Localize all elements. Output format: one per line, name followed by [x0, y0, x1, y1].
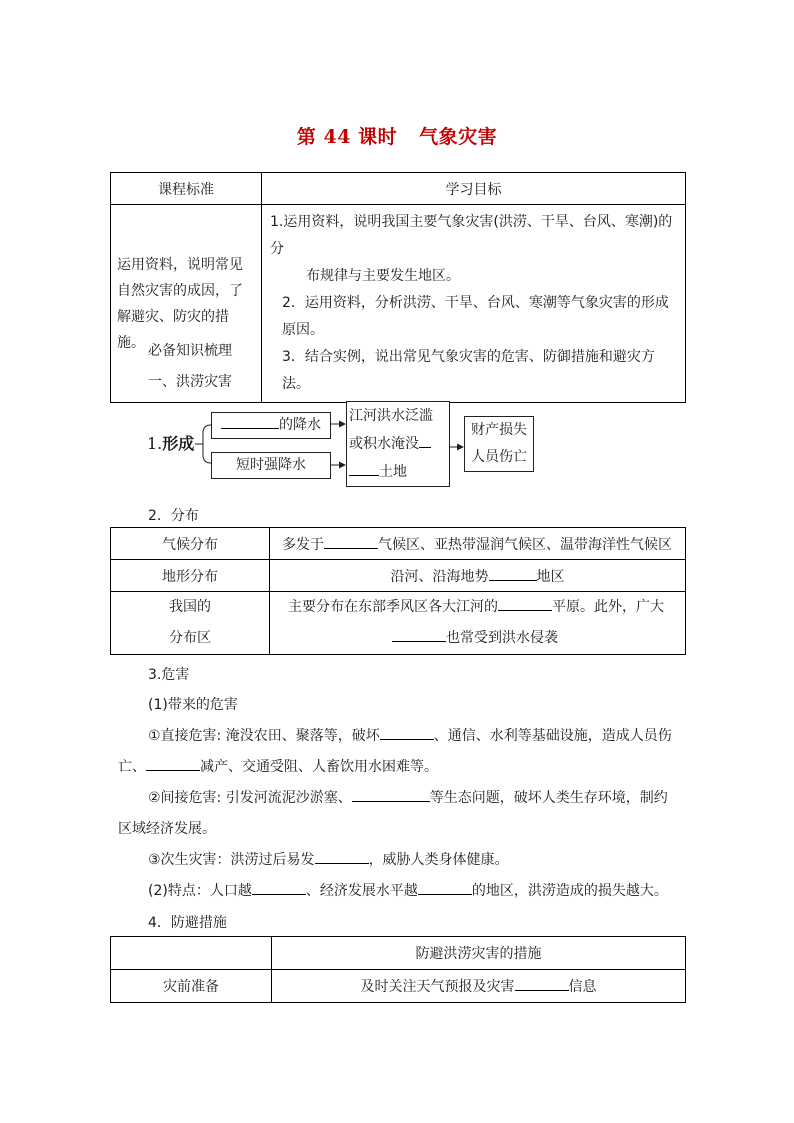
prevention-heading: 4．防避措施	[148, 915, 227, 931]
fill-blank[interactable]	[392, 627, 446, 642]
climate-label: 气候分布	[111, 528, 270, 560]
cause1-text: 的降水	[279, 417, 321, 433]
formation-number: 1.	[147, 434, 163, 453]
cause-heavy-rain-box	[211, 452, 331, 479]
standards-table	[110, 172, 686, 403]
formation-label	[147, 431, 194, 454]
flooding-box	[346, 401, 450, 487]
result-box	[464, 416, 534, 472]
distribution-heading: 2．分布	[148, 508, 199, 524]
prevention-header: 防避洪涝灾害的措施	[272, 937, 686, 970]
fill-blank[interactable]	[515, 976, 569, 991]
china-region-label: 我国的 分布区	[111, 592, 270, 655]
fill-blank[interactable]	[380, 725, 434, 740]
prevention-table	[110, 936, 686, 1003]
direct-harm-line2: 亡、 减产、交通受阻、人畜饮用水困难等。	[118, 756, 438, 776]
result-line: 财产损失	[471, 422, 527, 438]
fill-blank[interactable]	[418, 880, 472, 895]
flood-heading: 一、洪涝灾害	[148, 374, 232, 390]
goal-line: 3．结合实例，说出常见气象灾害的危害、防御措施和避灾方法。	[282, 349, 655, 392]
goal-line: 2．运用资料，分析洪涝、干旱、台风、寒潮等气象灾害的形成原因。	[282, 295, 669, 338]
goals-header: 学习目标	[262, 173, 686, 205]
fill-blank[interactable]	[221, 414, 279, 429]
fill-blank[interactable]	[315, 849, 369, 864]
indirect-harm-line2: 区域经济发展。	[118, 821, 216, 837]
lesson-number: 第 44 课时	[296, 126, 398, 148]
terrain-label: 地形分布	[111, 560, 270, 592]
prevention-corner	[111, 937, 272, 970]
china-region-value: 主要分布在东部季风区各大江河的 平原。此外，广大 也常受到洪水侵袭	[270, 592, 686, 655]
fill-blank[interactable]	[349, 461, 379, 476]
cause-precipitation-box	[211, 412, 331, 439]
climate-value: 多发于 气候区、亚热带湿润气候区、温带海洋性气候区	[270, 528, 686, 560]
standards-line: 运用资料，说明常见	[117, 256, 243, 273]
secondary-harm-line: ③次生灾害：洪涝过后易发 ，威胁人类身体健康。	[148, 849, 509, 869]
goal-line: 布规律与主要发生地区。	[306, 268, 460, 284]
fill-blank[interactable]	[252, 880, 306, 895]
standards-line: 自然灾害的成因，了	[117, 282, 243, 299]
cause2-text: 短时强降水	[236, 457, 306, 473]
fill-blank[interactable]	[352, 787, 430, 802]
goals-content	[262, 205, 686, 403]
standards-header: 课程标准	[111, 173, 262, 205]
goal-line: 1.运用资料，说明我国主要气象灾害(洪涝、干旱、台风、寒潮)的分	[270, 214, 673, 257]
lesson-topic: 气象灾害	[419, 126, 498, 148]
fill-blank[interactable]	[324, 534, 378, 549]
standards-line: 解避灾、防灾的措施。	[117, 308, 229, 351]
section-heading: 必备知识梳理	[148, 343, 232, 359]
terrain-value: 沿河、沿海地势 地区	[270, 560, 686, 592]
pre-disaster-value: 及时关注天气预报及灾害 信息	[272, 970, 686, 1003]
feature-line: (2)特点：人口越 、经济发展水平越 的地区，洪涝造成的损失越大。	[148, 880, 668, 900]
direct-harm-line: ①直接危害: 淹没农田、聚落等，破坏 、通信、水利等基础设施，造成人员伤	[148, 725, 672, 745]
harm-subheading: (1)带来的危害	[148, 697, 238, 713]
mid-line: 江河洪水泛滥	[349, 408, 433, 424]
indirect-harm-line: ②间接危害: 引发河流泥沙淤塞、 等生态问题，破坏人类生存环境，制约	[148, 787, 668, 807]
pre-disaster-label: 灾前准备	[111, 970, 272, 1003]
page-title	[0, 122, 794, 149]
result-line: 人员伤亡	[471, 449, 527, 465]
distribution-table	[110, 527, 686, 655]
mid-line: 或积水淹没	[349, 430, 449, 458]
formation-text: 形成	[162, 434, 195, 453]
fill-blank[interactable]	[498, 596, 552, 611]
fill-blank[interactable]	[146, 756, 200, 771]
mid-line: 土地	[349, 458, 449, 486]
fill-blank[interactable]	[419, 433, 431, 448]
harm-heading: 3.危害	[148, 667, 190, 683]
fill-blank[interactable]	[489, 566, 537, 581]
